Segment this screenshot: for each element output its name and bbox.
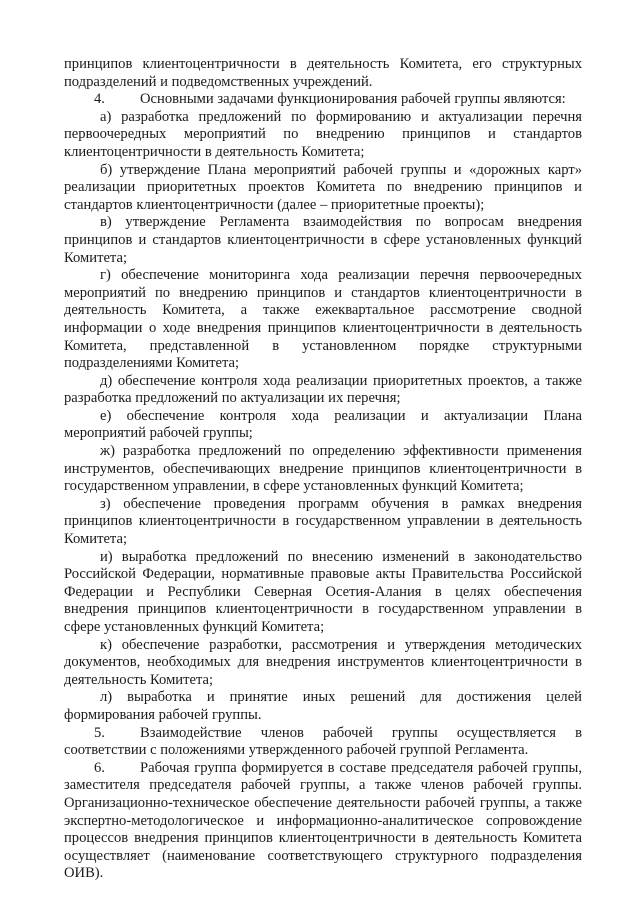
paragraph-subitem-z: з) обеспечение проведения программ обучения в рамках внедрения принципов клиентоцентричности в государственном управлении в деятельность Комитета; bbox=[64, 495, 582, 548]
paragraph-subitem-l: л) выработка и принятие иных решений для достижения целей формирования рабочей группы. bbox=[64, 689, 582, 723]
paragraph-subitem-g: г) обеспечение мониторинга хода реализации перечня первоочередных мероприятий по внедрению принципов и стандартов клиентоцентричности в деятельность Комитета, а также ежеквартальное рассмотрение сводной информации о ходе внедрения принципов клиентоцентричности в деятельность Комитета, представленной в установленном порядке структурными подразделениями Комитета; bbox=[64, 267, 582, 372]
item-number: 4. bbox=[94, 91, 105, 108]
paragraph-subitem-k: к) обеспечение разработки, рассмотрения и утверждения методических документов, необходимых для внедрения инструментов клиентоцентричности в деятельность Комитета; bbox=[64, 636, 582, 688]
paragraph-subitem-i: и) выработка предложений по внесению изменений в законодательство Российской Федерации, нормативные правовые акты Правительства Российской Федерации и Республики Северная Осетия-Алания в целях обеспечения внедрения принципов клиентоцентричности в государственном управлении в сфере установленных функций Комитета; bbox=[64, 548, 582, 635]
paragraph-subitem-e: е) обеспечение контроля хода реализации и актуализации Плана мероприятий рабочей группы; bbox=[64, 407, 582, 442]
paragraph-item-6 bbox=[64, 760, 582, 883]
item-text: Взаимодействие членов рабочей группы осуществляется в соответствии с положениями утвержденного рабочей группой Регламента. bbox=[64, 724, 582, 759]
paragraph-subitem-zh: ж) разработка предложений по определению эффективности применения инструментов, обеспечивающих внедрение принципов клиентоцентричности в государственном управлении, в сфере установленных функций Комитета; bbox=[64, 443, 582, 495]
paragraph-subitem-v: в) утверждение Регламента взаимодействия по вопросам внедрения принципов и стандартов клиентоцентричности в сфере установленных функций Комитета; bbox=[64, 214, 582, 266]
paragraph-item-4 bbox=[64, 91, 582, 109]
paragraph-subitem-d: д) обеспечение контроля хода реализации приоритетных проектов, а также разработка предложений по актуализации их перечня; bbox=[64, 372, 582, 407]
item-number: 5. bbox=[94, 724, 105, 741]
paragraph-continuation: принципов клиентоцентричности в деятельность Комитета, его структурных подразделений и подведомственных учреждений. bbox=[64, 56, 582, 90]
item-text: Рабочая группа формируется в составе председателя рабочей группы, заместителя председателя рабочей группы, а также членов рабочей группы. Организационно-техническое обеспечение деятельности рабочей группы, а также экспертно-методологическое и информационно-аналитическое сопровождение процессов внедрения принципов клиентоцентричности в деятельность Комитета осуществляет (наименование соответствующего структурного подразделения ОИВ). bbox=[64, 759, 582, 882]
paragraph-subitem-a: а) разработка предложений по формированию и актуализации перечня первоочередных мероприятий по внедрению принципов и стандартов клиентоцентричности в деятельность Комитета; bbox=[64, 108, 582, 160]
item-text: Основными задачами функционирования рабочей группы являются: bbox=[140, 91, 566, 108]
paragraph-item-5 bbox=[64, 725, 582, 760]
item-number: 6. bbox=[94, 759, 105, 776]
paragraph-subitem-b: б) утверждение Плана мероприятий рабочей группы и «дорожных карт» реализации приоритетных проектов Комитета по внедрению принципов и стандартов клиентоцентричности (далее – приоритетные проекты); bbox=[64, 161, 582, 213]
